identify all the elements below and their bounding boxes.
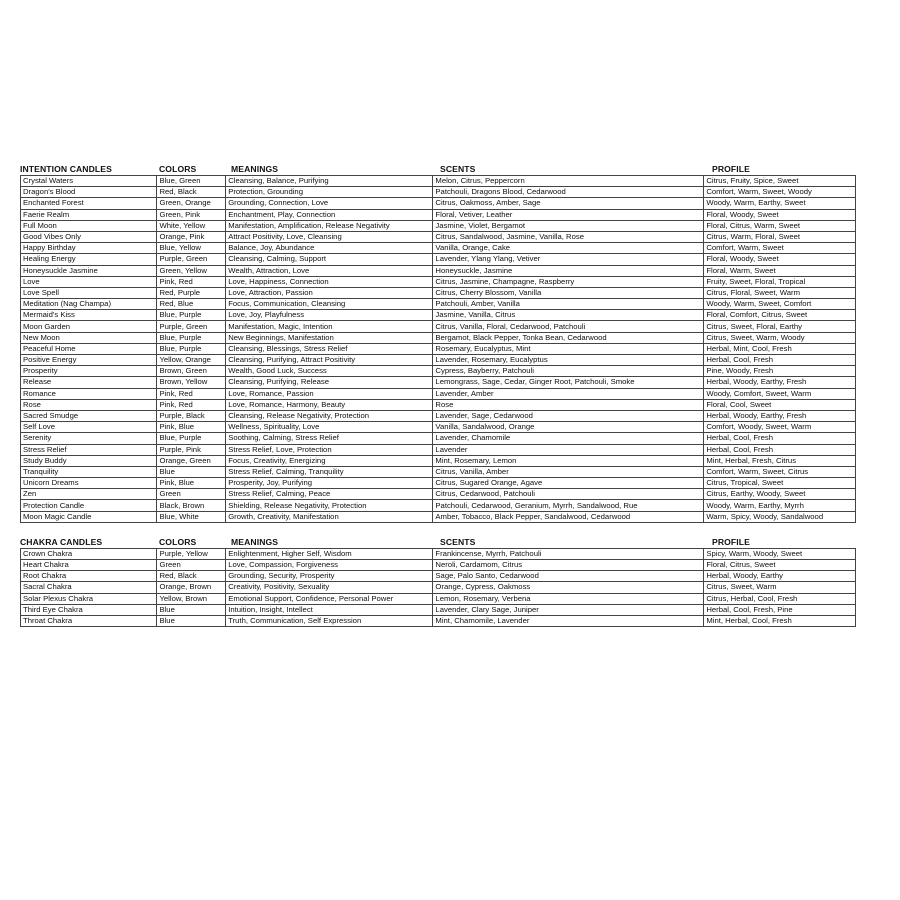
meanings-cell: Focus, Communication, Cleansing: [226, 299, 433, 310]
colors-cell: Pink, Red: [157, 399, 226, 410]
table-row: [21, 388, 856, 399]
table-row: [21, 500, 856, 511]
profile-cell: Herbal, Cool, Fresh: [704, 355, 856, 366]
table-row: [21, 444, 856, 455]
column-header: CHAKRA CANDLES: [20, 536, 103, 547]
candle-name-cell: Release: [21, 377, 157, 388]
meanings-cell: Manifestation, Amplification, Release Negativity: [226, 220, 433, 231]
scents-cell: Vanilla, Orange, Cake: [433, 243, 704, 254]
table-row: [21, 366, 856, 377]
profile-cell: Warm, Spicy, Woody, Sandalwood: [704, 511, 856, 522]
meanings-cell: Protection, Grounding: [226, 187, 433, 198]
meanings-cell: Attract Positivity, Love, Cleansing: [226, 231, 433, 242]
table-row: [21, 187, 856, 198]
scents-cell: Lavender, Clary Sage, Juniper: [433, 604, 704, 615]
column-header: INTENTION CANDLES: [20, 164, 112, 174]
profile-cell: Mint, Herbal, Fresh, Citrus: [704, 455, 856, 466]
column-header: COLORS: [159, 164, 197, 174]
profile-cell: Floral, Woody, Sweet: [704, 209, 856, 220]
table-row: [21, 511, 856, 522]
colors-cell: Brown, Yellow: [157, 377, 226, 388]
candle-name-cell: Tranquility: [21, 466, 157, 477]
colors-cell: Pink, Blue: [157, 422, 226, 433]
profile-cell: Herbal, Woody, Earthy: [704, 571, 856, 582]
table-row: [21, 593, 856, 604]
profile-cell: Pine, Woody, Fresh: [704, 366, 856, 377]
candle-name-cell: Good Vibes Only: [21, 231, 157, 242]
table-row: [21, 343, 856, 354]
meanings-cell: New Beginnings, Manifestation: [226, 332, 433, 343]
colors-cell: Green, Yellow: [157, 265, 226, 276]
scents-cell: Rose: [433, 399, 704, 410]
meanings-cell: Manifestation, Magic, Intention: [226, 321, 433, 332]
scents-cell: Lavender, Amber: [433, 388, 704, 399]
colors-cell: Orange, Green: [157, 455, 226, 466]
profile-cell: Citrus, Floral, Sweet, Warm: [704, 287, 856, 298]
table-row: [21, 287, 856, 298]
colors-cell: Brown, Green: [157, 366, 226, 377]
column-header: MEANINGS: [231, 164, 279, 174]
scents-cell: Honeysuckle, Jasmine: [433, 265, 704, 276]
scents-cell: Jasmine, Violet, Bergamot: [433, 220, 704, 231]
candle-name-cell: Throat Chakra: [21, 615, 157, 626]
profile-cell: Spicy, Warm, Woody, Sweet: [704, 548, 856, 559]
profile-cell: Floral, Citrus, Warm, Sweet: [704, 220, 856, 231]
scents-cell: Mint, Rosemary, Lemon: [433, 455, 704, 466]
colors-cell: Blue, Yellow: [157, 243, 226, 254]
candle-name-cell: New Moon: [21, 332, 157, 343]
meanings-cell: Cleansing, Purifying, Release: [226, 377, 433, 388]
table-row: [21, 310, 856, 321]
profile-cell: Mint, Herbal, Cool, Fresh: [704, 615, 856, 626]
candle-name-cell: Love Spell: [21, 287, 157, 298]
table-row: [21, 399, 856, 410]
table-row: [21, 604, 856, 615]
scents-cell: Citrus, Vanilla, Floral, Cedarwood, Patchouli: [433, 321, 704, 332]
candle-name-cell: Healing Energy: [21, 254, 157, 265]
meanings-cell: Cleansing, Balance, Purifying: [226, 176, 433, 187]
scents-cell: Lemon, Rosemary, Verbena: [433, 593, 704, 604]
meanings-cell: Stress Relief, Love, Protection: [226, 444, 433, 455]
scents-cell: Patchouli, Cedarwood, Geranium, Myrrh, Sandalwood, Rue: [433, 500, 704, 511]
table-row: [21, 209, 856, 220]
colors-cell: Blue, Purple: [157, 310, 226, 321]
meanings-cell: Love, Compassion, Forgiveness: [226, 560, 433, 571]
table-row: [21, 265, 856, 276]
scents-cell: Lavender, Sage, Cedarwood: [433, 410, 704, 421]
table-row: [21, 571, 856, 582]
meanings-cell: Focus, Creativity, Energizing: [226, 455, 433, 466]
scents-cell: Bergamot, Black Pepper, Tonka Bean, Cedarwood: [433, 332, 704, 343]
profile-cell: Citrus, Sweet, Warm: [704, 582, 856, 593]
profile-cell: Herbal, Woody, Earthy, Fresh: [704, 377, 856, 388]
candle-name-cell: Dragon's Blood: [21, 187, 157, 198]
profile-cell: Comfort, Warm, Sweet, Citrus: [704, 466, 856, 477]
table-row: [21, 377, 856, 388]
meanings-cell: Cleansing, Calming, Support: [226, 254, 433, 265]
chakra-candles-section: [20, 537, 856, 627]
candle-name-cell: Solar Plexus Chakra: [21, 593, 157, 604]
candle-name-cell: Sacral Chakra: [21, 582, 157, 593]
intention-table-body: [21, 176, 856, 523]
colors-cell: Blue, Green: [157, 176, 226, 187]
candle-name-cell: Faerie Realm: [21, 209, 157, 220]
profile-cell: Citrus, Warm, Floral, Sweet: [704, 231, 856, 242]
meanings-cell: Shielding, Release Negativity, Protection: [226, 500, 433, 511]
table-row: [21, 410, 856, 421]
column-header: PROFILE: [712, 536, 750, 547]
meanings-cell: Intuition, Insight, Intellect: [226, 604, 433, 615]
meanings-cell: Cleansing, Purifying, Attract Positivity: [226, 355, 433, 366]
meanings-cell: Wealth, Attraction, Love: [226, 265, 433, 276]
candle-name-cell: Unicorn Dreams: [21, 478, 157, 489]
scents-cell: Mint, Chamomile, Lavender: [433, 615, 704, 626]
meanings-cell: Love, Romance, Harmony, Beauty: [226, 399, 433, 410]
meanings-cell: Wealth, Good Luck, Success: [226, 366, 433, 377]
table-row: [21, 548, 856, 559]
profile-cell: Citrus, Sweet, Floral, Earthy: [704, 321, 856, 332]
colors-cell: Blue: [157, 466, 226, 477]
candle-name-cell: Heart Chakra: [21, 560, 157, 571]
scents-cell: Floral, Vetiver, Leather: [433, 209, 704, 220]
colors-cell: Green: [157, 560, 226, 571]
profile-cell: Citrus, Herbal, Cool, Fresh: [704, 593, 856, 604]
profile-cell: Woody, Warm, Earthy, Sweet: [704, 198, 856, 209]
meanings-cell: Truth, Communication, Self Expression: [226, 615, 433, 626]
candle-name-cell: Romance: [21, 388, 157, 399]
scents-cell: Orange, Cypress, Oakmoss: [433, 582, 704, 593]
meanings-cell: Cleansing, Release Negativity, Protection: [226, 410, 433, 421]
colors-cell: Blue: [157, 615, 226, 626]
scents-cell: Citrus, Jasmine, Champagne, Raspberry: [433, 276, 704, 287]
meanings-cell: Love, Romance, Passion: [226, 388, 433, 399]
table-row: [21, 582, 856, 593]
scents-cell: Cypress, Bayberry, Patchouli: [433, 366, 704, 377]
scents-cell: Neroli, Cardamom, Citrus: [433, 560, 704, 571]
table-row: [21, 299, 856, 310]
profile-cell: Comfort, Woody, Sweet, Warm: [704, 422, 856, 433]
profile-cell: Woody, Comfort, Sweet, Warm: [704, 388, 856, 399]
chakra-header-row: [20, 537, 856, 547]
candle-name-cell: Root Chakra: [21, 571, 157, 582]
scents-cell: Citrus, Cherry Blossom, Vanilla: [433, 287, 704, 298]
column-header: COLORS: [159, 536, 197, 547]
candle-name-cell: Prosperity: [21, 366, 157, 377]
meanings-cell: Growth, Creativity, Manifestation: [226, 511, 433, 522]
profile-cell: Woody, Warm, Earthy, Myrrh: [704, 500, 856, 511]
candle-name-cell: Study Buddy: [21, 455, 157, 466]
colors-cell: Green: [157, 489, 226, 500]
profile-cell: Floral, Warm, Sweet: [704, 265, 856, 276]
candle-name-cell: Honeysuckle Jasmine: [21, 265, 157, 276]
profile-cell: Fruity, Sweet, Floral, Tropical: [704, 276, 856, 287]
table-row: [21, 276, 856, 287]
intention-candles-table: [20, 175, 856, 523]
meanings-cell: Stress Relief, Calming, Tranquility: [226, 466, 433, 477]
profile-cell: Floral, Woody, Sweet: [704, 254, 856, 265]
candle-name-cell: Moon Magic Candle: [21, 511, 157, 522]
scents-cell: Amber, Tobacco, Black Pepper, Sandalwood, Cedarwood: [433, 511, 704, 522]
colors-cell: Red, Black: [157, 187, 226, 198]
colors-cell: Yellow, Orange: [157, 355, 226, 366]
profile-cell: Floral, Cool, Sweet: [704, 399, 856, 410]
scents-cell: Citrus, Sugared Orange, Agave: [433, 478, 704, 489]
scents-cell: Frankincense, Myrrh, Patchouli: [433, 548, 704, 559]
scents-cell: Lavender, Rosemary, Eucalyptus: [433, 355, 704, 366]
candle-name-cell: Self Love: [21, 422, 157, 433]
meanings-cell: Wellness, Spirituality, Love: [226, 422, 433, 433]
meanings-cell: Love, Attraction, Passion: [226, 287, 433, 298]
table-row: [21, 243, 856, 254]
candle-name-cell: Meditation (Nag Champa): [21, 299, 157, 310]
meanings-cell: Soothing, Calming, Stress Relief: [226, 433, 433, 444]
colors-cell: White, Yellow: [157, 220, 226, 231]
colors-cell: Blue, Purple: [157, 433, 226, 444]
candle-name-cell: Full Moon: [21, 220, 157, 231]
table-row: [21, 433, 856, 444]
colors-cell: Black, Brown: [157, 500, 226, 511]
meanings-cell: Stress Relief, Calming, Peace: [226, 489, 433, 500]
intention-header-row: [20, 164, 856, 174]
candle-name-cell: Love: [21, 276, 157, 287]
scents-cell: Rosemary, Eucalyptus, Mint: [433, 343, 704, 354]
profile-cell: Citrus, Fruity, Spice, Sweet: [704, 176, 856, 187]
table-row: [21, 455, 856, 466]
colors-cell: Red, Blue: [157, 299, 226, 310]
colors-cell: Blue, Purple: [157, 332, 226, 343]
scents-cell: Lavender, Ylang Ylang, Vetiver: [433, 254, 704, 265]
candle-name-cell: Crystal Waters: [21, 176, 157, 187]
column-header: PROFILE: [712, 164, 750, 174]
meanings-cell: Enchantment, Play, Connection: [226, 209, 433, 220]
profile-cell: Herbal, Cool, Fresh, Pine: [704, 604, 856, 615]
meanings-cell: Love, Joy, Playfulness: [226, 310, 433, 321]
colors-cell: Blue, Purple: [157, 343, 226, 354]
candle-name-cell: Enchanted Forest: [21, 198, 157, 209]
colors-cell: Pink, Red: [157, 276, 226, 287]
scents-cell: Citrus, Vanilla, Amber: [433, 466, 704, 477]
meanings-cell: Emotional Support, Confidence, Personal Power: [226, 593, 433, 604]
table-row: [21, 615, 856, 626]
candle-name-cell: Rose: [21, 399, 157, 410]
colors-cell: Purple, Green: [157, 254, 226, 265]
colors-cell: Green, Orange: [157, 198, 226, 209]
colors-cell: Orange, Brown: [157, 582, 226, 593]
table-row: [21, 560, 856, 571]
scents-cell: Patchouli, Dragons Blood, Cedarwood: [433, 187, 704, 198]
scents-cell: Lavender, Chamomile: [433, 433, 704, 444]
column-header: SCENTS: [440, 536, 476, 547]
meanings-cell: Grounding, Security, Prosperity: [226, 571, 433, 582]
scents-cell: Patchouli, Amber, Vanilla: [433, 299, 704, 310]
colors-cell: Red, Purple: [157, 287, 226, 298]
candle-name-cell: Peaceful Home: [21, 343, 157, 354]
table-row: [21, 466, 856, 477]
table-row: [21, 198, 856, 209]
profile-cell: Floral, Citrus, Sweet: [704, 560, 856, 571]
scents-cell: Citrus, Oakmoss, Amber, Sage: [433, 198, 704, 209]
table-row: [21, 231, 856, 242]
meanings-cell: Cleansing, Blessings, Stress Relief: [226, 343, 433, 354]
table-row: [21, 220, 856, 231]
candle-name-cell: Happy Birthday: [21, 243, 157, 254]
scents-cell: Citrus, Sandalwood, Jasmine, Vanilla, Rose: [433, 231, 704, 242]
colors-cell: Purple, Green: [157, 321, 226, 332]
chakra-table-body: [21, 548, 856, 626]
scents-cell: Melon, Citrus, Peppercorn: [433, 176, 704, 187]
candle-name-cell: Serenity: [21, 433, 157, 444]
colors-cell: Pink, Blue: [157, 478, 226, 489]
candle-name-cell: Moon Garden: [21, 321, 157, 332]
candle-name-cell: Zen: [21, 489, 157, 500]
table-row: [21, 332, 856, 343]
profile-cell: Herbal, Mint, Cool, Fresh: [704, 343, 856, 354]
meanings-cell: Creativity, Positivity, Sexuality: [226, 582, 433, 593]
meanings-cell: Love, Happiness, Connection: [226, 276, 433, 287]
colors-cell: Orange, Pink: [157, 231, 226, 242]
intention-candles-section: [20, 164, 856, 523]
candle-name-cell: Sacred Smudge: [21, 410, 157, 421]
colors-cell: Purple, Pink: [157, 444, 226, 455]
table-row: [21, 489, 856, 500]
meanings-cell: Enlightenment, Higher Self, Wisdom: [226, 548, 433, 559]
scents-cell: Sage, Palo Santo, Cedarwood: [433, 571, 704, 582]
profile-cell: Herbal, Cool, Fresh: [704, 433, 856, 444]
scents-cell: Lavender: [433, 444, 704, 455]
scents-cell: Citrus, Cedarwood, Patchouli: [433, 489, 704, 500]
column-header: SCENTS: [440, 164, 476, 174]
colors-cell: Pink, Red: [157, 388, 226, 399]
scents-cell: Lemongrass, Sage, Cedar, Ginger Root, Patchouli, Smoke: [433, 377, 704, 388]
colors-cell: Green, Pink: [157, 209, 226, 220]
chakra-candles-table: [20, 548, 856, 627]
colors-cell: Red, Black: [157, 571, 226, 582]
meanings-cell: Prosperity, Joy, Purifying: [226, 478, 433, 489]
candle-name-cell: Mermaid's Kiss: [21, 310, 157, 321]
scents-cell: Vanilla, Sandalwood, Orange: [433, 422, 704, 433]
column-header: MEANINGS: [231, 536, 279, 547]
profile-cell: Herbal, Woody, Earthy, Fresh: [704, 410, 856, 421]
candle-name-cell: Positive Energy: [21, 355, 157, 366]
table-row: [21, 254, 856, 265]
profile-cell: Citrus, Sweet, Warm, Woody: [704, 332, 856, 343]
profile-cell: Citrus, Earthy, Woody, Sweet: [704, 489, 856, 500]
scents-cell: Jasmine, Vanilla, Citrus: [433, 310, 704, 321]
meanings-cell: Grounding, Connection, Love: [226, 198, 433, 209]
colors-cell: Yellow, Brown: [157, 593, 226, 604]
candle-name-cell: Third Eye Chakra: [21, 604, 157, 615]
profile-cell: Comfort, Warm, Sweet: [704, 243, 856, 254]
profile-cell: Floral, Comfort, Citrus, Sweet: [704, 310, 856, 321]
candle-name-cell: Stress Relief: [21, 444, 157, 455]
table-row: [21, 321, 856, 332]
candle-reference-sheet: [20, 164, 856, 627]
table-row: [21, 478, 856, 489]
colors-cell: Purple, Yellow: [157, 548, 226, 559]
profile-cell: Comfort, Warm, Sweet, Woody: [704, 187, 856, 198]
colors-cell: Blue: [157, 604, 226, 615]
profile-cell: Citrus, Tropical, Sweet: [704, 478, 856, 489]
profile-cell: Woody, Warm, Sweet, Comfort: [704, 299, 856, 310]
profile-cell: Herbal, Cool, Fresh: [704, 444, 856, 455]
table-row: [21, 176, 856, 187]
candle-name-cell: Protection Candle: [21, 500, 157, 511]
colors-cell: Blue, White: [157, 511, 226, 522]
meanings-cell: Balance, Joy, Abundance: [226, 243, 433, 254]
candle-name-cell: Crown Chakra: [21, 548, 157, 559]
colors-cell: Purple, Black: [157, 410, 226, 421]
table-row: [21, 355, 856, 366]
table-row: [21, 422, 856, 433]
